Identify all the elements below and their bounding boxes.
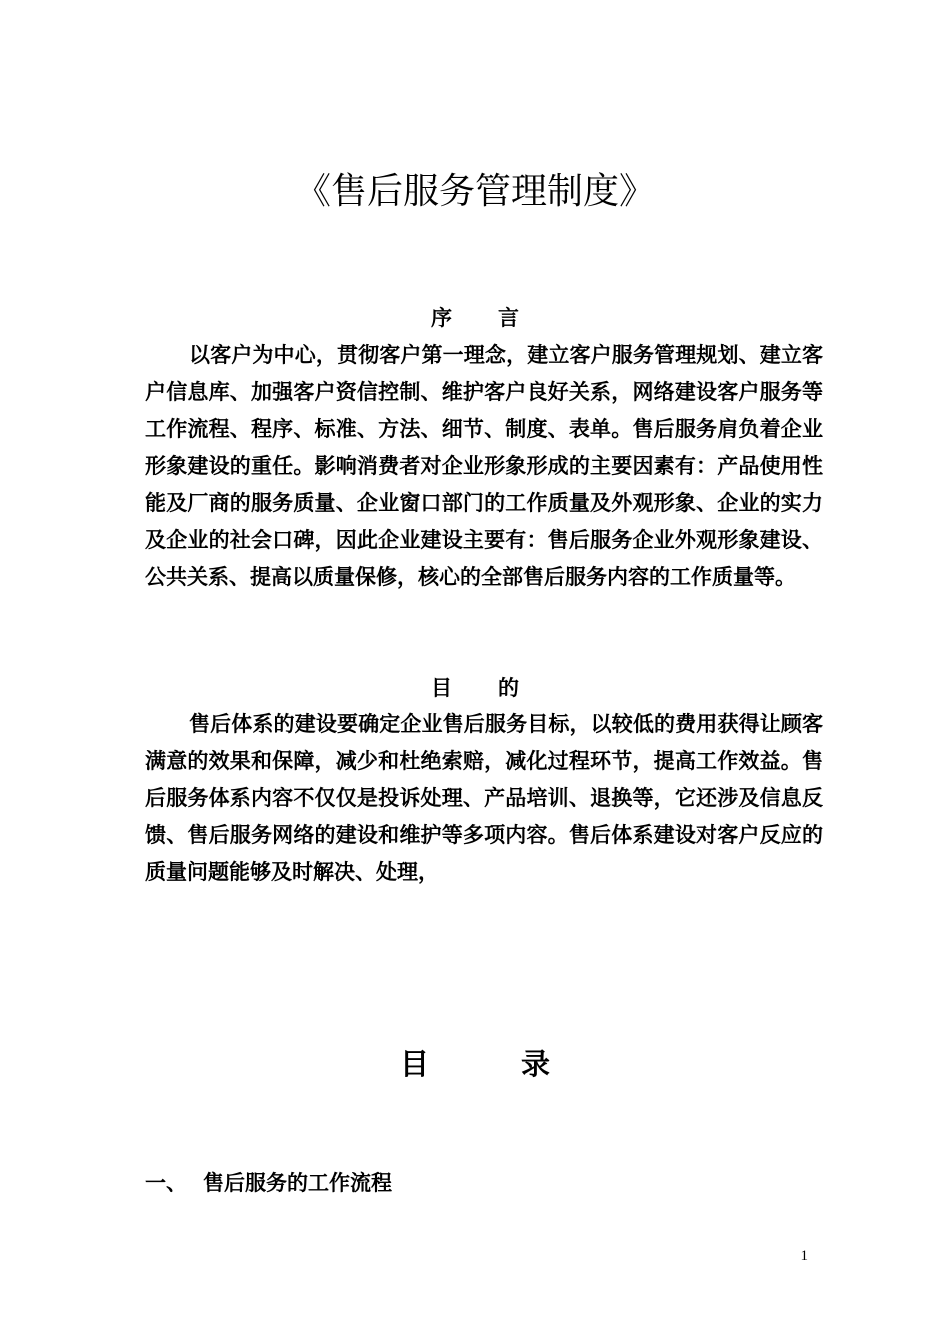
toc-item-label: 售后服务的工作流程 — [203, 1170, 392, 1195]
purpose-heading — [0, 673, 950, 703]
page-number: 1 — [800, 1248, 808, 1264]
preface-paragraph: 以客户为中心，贯彻客户第一理念，建立客户服务管理规划、建立客户信息库、加强客户资信控制、维护客户良好关系，网络建设客户服务等工作流程、程序、标准、方法、细节、制度、表单。售后服务肩负着企业形象建设的重任。影响消费者对企业形象形成的主要因素有：产品使用性能及厂商的服务质量、企业窗口部门的工作质量及外观形象、企业的实力及企业的社会口碑，因此企业建设主要有：售后服务企业外观形象建设、公共关系、提高以质量保修，核心的全部售后服务内容的工作质量等。 — [145, 342, 823, 589]
purpose-heading-right: 的 — [498, 675, 519, 700]
toc-item-number: 一、 — [145, 1170, 187, 1195]
toc-heading — [0, 1042, 950, 1086]
page-title: 《售后服务管理制度》 — [294, 171, 655, 213]
toc-heading-left: 目 — [399, 1047, 429, 1081]
preface-heading-right: 言 — [498, 305, 519, 330]
purpose-heading-left: 目 — [431, 675, 452, 700]
toc-item — [145, 1168, 392, 1198]
purpose-paragraph: 售后体系的建设要确定企业售后服务目标，以较低的费用获得让顾客满意的效果和保障，减少和杜绝索赔，减化过程环节，提高工作效益。售后服务体系内容不仅仅是投诉处理、产品培训、退换等，它还涉及信息反馈、售后服务网络的建设和维护等多项内容。售后体系建设对客户反应的质量问题能够及时解决、处理， — [145, 711, 823, 884]
toc-heading-right: 录 — [521, 1047, 551, 1081]
preface-heading — [0, 303, 950, 333]
preface-heading-left: 序 — [431, 305, 452, 330]
